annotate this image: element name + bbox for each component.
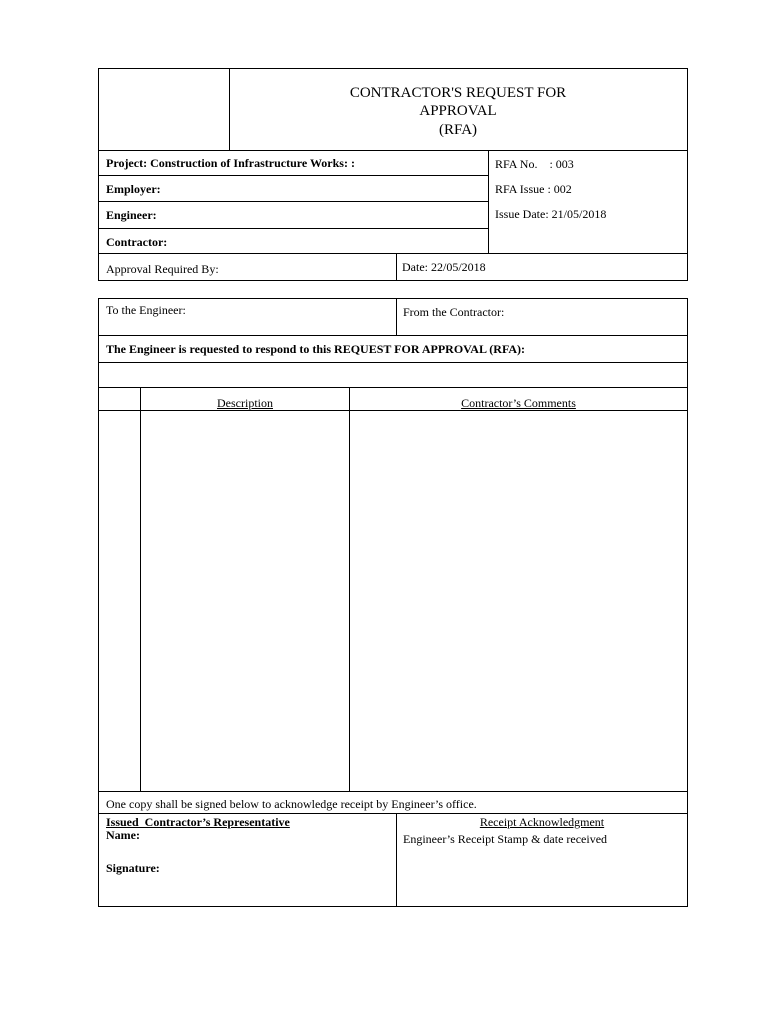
blank-row-bottom-rule [98, 387, 688, 388]
description-entry-area[interactable] [141, 411, 349, 791]
form-title-line1: CONTRACTOR'S REQUEST FOR [349, 85, 567, 101]
employer-label: Employer: [106, 182, 161, 196]
receipt-acknowledgment-heading: Receipt Acknowledgment [479, 815, 605, 829]
approval-date: Date: 22/05/2018 [402, 260, 486, 274]
receipt-stamp-label: Engineer’s Receipt Stamp & date received [403, 832, 608, 846]
instruction-bottom-rule [98, 362, 688, 363]
engineer-label: Engineer: [106, 208, 157, 222]
form-title-line2: APPROVAL [419, 103, 497, 119]
rfa-number: RFA No. : 003 [495, 157, 574, 171]
receipt-note-bottom-rule [98, 813, 688, 814]
contractor-label: Contractor: [106, 235, 168, 249]
receipt-note: One copy shall be signed below to acknowledge receipt by Engineer’s office. [106, 797, 477, 811]
form-title-line3: (RFA) [438, 122, 478, 138]
from-contractor-label: From the Contractor: [403, 305, 505, 319]
approval-required-by-label: Approval Required By: [106, 262, 219, 276]
table-bottom-rule [98, 791, 688, 792]
approval-date-divider [396, 253, 397, 281]
issued-representative-heading: Issued Contractor’s Representative [106, 815, 290, 829]
project-label: Project: Construction of Infrastructure Works: : [106, 156, 355, 170]
info-column-divider [488, 150, 489, 254]
to-from-bottom-rule [98, 335, 688, 336]
signature-label: Signature: [106, 861, 160, 875]
logo-placeholder [99, 69, 229, 150]
rfa-issue: RFA Issue : 002 [495, 182, 572, 196]
info-bottom-rule [98, 253, 688, 254]
to-from-divider [396, 298, 397, 336]
info-row-rule-2 [98, 201, 489, 202]
issue-date: Issue Date: 21/05/2018 [495, 207, 607, 221]
request-instruction: The Engineer is requested to respond to this REQUEST FOR APPROVAL (RFA): [106, 342, 526, 356]
info-row-rule-1 [98, 175, 489, 176]
description-column-header: Description [217, 396, 273, 410]
info-row-rule-3 [98, 228, 489, 229]
title-bottom-rule [98, 150, 688, 151]
comments-column-header: Contractor’s Comments [461, 396, 576, 410]
to-engineer-label: To the Engineer: [106, 303, 186, 317]
name-label: Name: [106, 828, 140, 842]
comments-entry-area[interactable] [350, 411, 687, 791]
